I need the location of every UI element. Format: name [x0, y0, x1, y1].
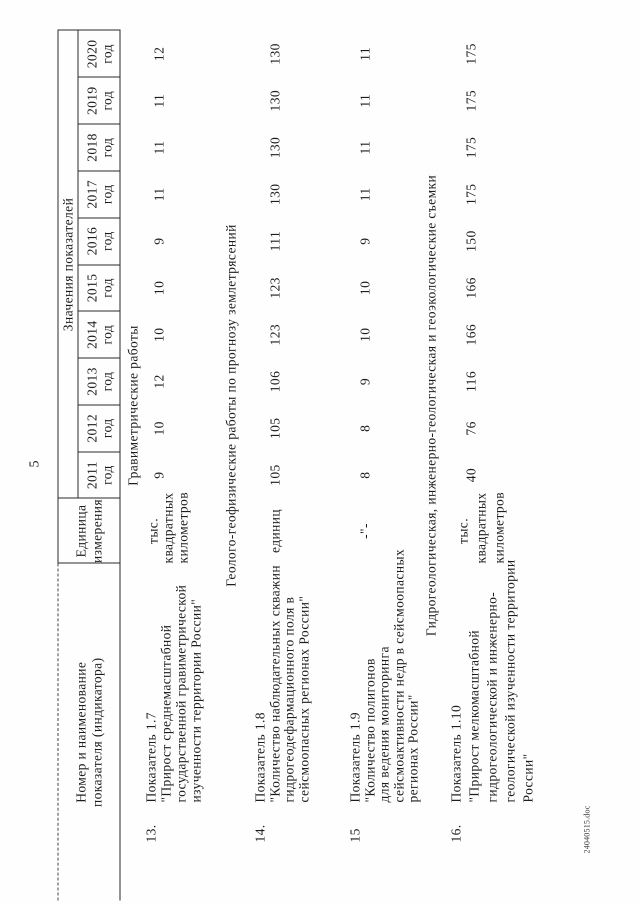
- unit-line: километров: [490, 491, 506, 563]
- year-value: 2017: [83, 179, 99, 209]
- year-word: год: [98, 371, 114, 391]
- indicator-name-line: регионах России": [405, 693, 420, 802]
- year-header-2014: [78, 311, 120, 358]
- year-word: год: [98, 230, 114, 251]
- year-word: год: [98, 464, 114, 485]
- value-cell: 105: [267, 463, 282, 486]
- year-value: 2011: [83, 460, 99, 489]
- value-cell: 11: [357, 186, 372, 201]
- indicator-number: 16.: [447, 823, 463, 842]
- value-cell: 10: [357, 280, 372, 295]
- year-value: 2019: [83, 85, 99, 115]
- section-title-row: [421, 30, 438, 900]
- indicator-name-line: России": [519, 752, 535, 802]
- value-cell: 40: [462, 467, 478, 482]
- value-cell: 130: [267, 183, 282, 205]
- value-cell: 105: [267, 417, 282, 439]
- indicator-name-line: гидрогеодефармационного поля в: [281, 596, 296, 802]
- value-cell: 130: [267, 136, 282, 158]
- unit-line: квадратных: [160, 492, 175, 563]
- year-value: 2015: [83, 273, 99, 302]
- table-header-row-1: [58, 30, 78, 900]
- indicator-name-line: Показатель 1.8: [252, 711, 267, 802]
- year-value: 2020: [83, 39, 99, 68]
- value-cell: 123: [267, 276, 282, 299]
- value-cell: 130: [267, 42, 282, 65]
- value-cell: 9: [151, 237, 166, 245]
- indicators-table: [57, 30, 537, 901]
- value-cell: 10: [357, 327, 372, 342]
- indicator-name-line: Показатель 1.10: [447, 704, 463, 802]
- value-cell: 8: [357, 424, 372, 432]
- year-header-2011: [78, 451, 120, 498]
- year-header-2017: [78, 170, 120, 217]
- value-cell: 11: [151, 186, 166, 201]
- value-cell: 111: [267, 230, 282, 251]
- value-cell: 10: [151, 420, 166, 435]
- unit-line: тыс.: [145, 517, 160, 544]
- section-title-row: [203, 30, 238, 900]
- value-cell: 130: [267, 89, 282, 111]
- value-cell: 11: [357, 93, 372, 108]
- page-number: 5: [27, 460, 42, 467]
- indicator-name-cell: [238, 563, 311, 900]
- indicator-name-line: сейсмоактивности недр в сейсмоопасных: [390, 548, 406, 802]
- value-cell: 11: [151, 140, 166, 154]
- value-cell: 175: [462, 183, 478, 205]
- col-header-unit: [58, 498, 120, 563]
- indicator-name-line: "Количество полигонов: [361, 657, 377, 802]
- indicator-name-line: гидрогеологической и инженерно-: [483, 591, 499, 802]
- section-title: Геолого-геофизические работы по прогнозу землетрясений: [223, 223, 238, 587]
- year-word: год: [98, 324, 114, 345]
- unit-cell: [438, 491, 537, 563]
- col-header-unit-line1: Единица: [72, 504, 88, 557]
- col-header-indicator-line1: Номер и наименование: [72, 661, 88, 803]
- value-cell: 106: [267, 370, 282, 392]
- unit-line: тыс.: [454, 517, 470, 544]
- year-header-2013: [78, 358, 120, 405]
- indicator-name: [348, 548, 421, 802]
- col-header-indicator: [58, 563, 120, 900]
- indicator-name-line: "Прирост мелкомасштабной: [465, 629, 481, 802]
- value-cell: 11: [151, 93, 166, 108]
- indicator-name-line: Показатель 1.7: [143, 711, 158, 802]
- unit-cell: [238, 498, 311, 563]
- indicator-name-line: Показатель 1.9: [347, 711, 362, 802]
- unit-cell: [140, 491, 203, 563]
- indicator-name-cell: [438, 558, 537, 900]
- value-cell: 8: [357, 471, 372, 479]
- indicator-name-line: сейсмоопасных регионах России": [295, 595, 311, 802]
- indicator-name-line: "Количество наблюдательных скважин: [266, 564, 282, 802]
- year-word: год: [98, 417, 114, 438]
- year-word: год: [98, 43, 114, 64]
- indicator-name-line: для ведения мониторинга: [376, 645, 391, 802]
- indicator-name-line: геологической изученности территории: [501, 558, 517, 802]
- value-cell: 175: [462, 136, 478, 158]
- doc-filename: 24040515.doc: [582, 805, 591, 853]
- value-cell: 123: [267, 323, 282, 345]
- value-cell: 9: [151, 471, 166, 479]
- indicator-name-line: "Прирост среднемасштабной: [158, 624, 173, 802]
- indicator-name-line: изученности территории России": [188, 598, 203, 802]
- value-cell: 166: [462, 323, 478, 345]
- unit-line: километров: [175, 491, 190, 563]
- year-word: год: [98, 137, 114, 157]
- indicator-name-cell: [311, 548, 421, 900]
- value-cell: 9: [357, 377, 372, 385]
- indicator-name: [143, 584, 203, 802]
- value-cell: 150: [462, 229, 478, 252]
- value-cell: 12: [151, 373, 166, 389]
- col-header-unit-line2: измерения: [88, 498, 104, 563]
- table-row: [140, 30, 203, 900]
- year-header-2015: [78, 264, 120, 311]
- year-word: год: [98, 184, 114, 204]
- year-header-2012: [78, 404, 120, 451]
- year-word: год: [98, 277, 114, 298]
- value-cell: 11: [357, 140, 372, 154]
- value-cell: 11: [357, 46, 372, 61]
- indicator-name-cell: [140, 563, 203, 900]
- indicator-number: 15: [347, 827, 362, 842]
- year-value: 2014: [83, 319, 99, 349]
- year-value: 2013: [83, 366, 99, 396]
- indicator-name: [447, 559, 537, 802]
- year-value: 2018: [83, 132, 99, 162]
- value-cell: 175: [462, 89, 478, 111]
- col-header-indicator-line2: показателя (индикатора): [88, 657, 104, 807]
- section-title: Гравиметрические работы: [125, 324, 140, 486]
- value-cell: 116: [462, 370, 478, 392]
- indicator-name-line: государственной гравиметрической: [173, 584, 188, 802]
- value-cell: 12: [151, 46, 166, 61]
- indicator-number: 13.: [143, 823, 158, 842]
- value-cell: 175: [462, 42, 478, 65]
- value-cell: 10: [151, 280, 166, 295]
- indicator-number: 14.: [252, 823, 267, 842]
- unit-line: квадратных: [472, 492, 488, 563]
- unit-line: -"-: [357, 522, 372, 539]
- year-header-2019: [78, 77, 120, 124]
- table-row: [438, 30, 537, 900]
- year-header-2020: [78, 30, 120, 77]
- indicator-name: [253, 564, 311, 802]
- value-cell: 9: [357, 237, 372, 245]
- unit-line: единиц: [267, 508, 282, 553]
- table-row: [311, 30, 421, 900]
- section-title-row: [120, 30, 141, 900]
- value-cell: 10: [151, 327, 166, 342]
- year-value: 2016: [83, 226, 99, 255]
- section-title: Гидрогеологическая, инженерно-геологическая и геоэкологические съемки: [422, 174, 438, 636]
- year-header-2018: [78, 124, 120, 171]
- col-header-values-span: Значения показателей: [58, 30, 78, 498]
- year-value: 2012: [83, 413, 99, 443]
- year-header-2016: [78, 217, 120, 264]
- year-word: год: [98, 90, 114, 111]
- table-row: [238, 30, 311, 900]
- value-cell: 76: [462, 420, 478, 435]
- value-cell: 166: [462, 276, 478, 299]
